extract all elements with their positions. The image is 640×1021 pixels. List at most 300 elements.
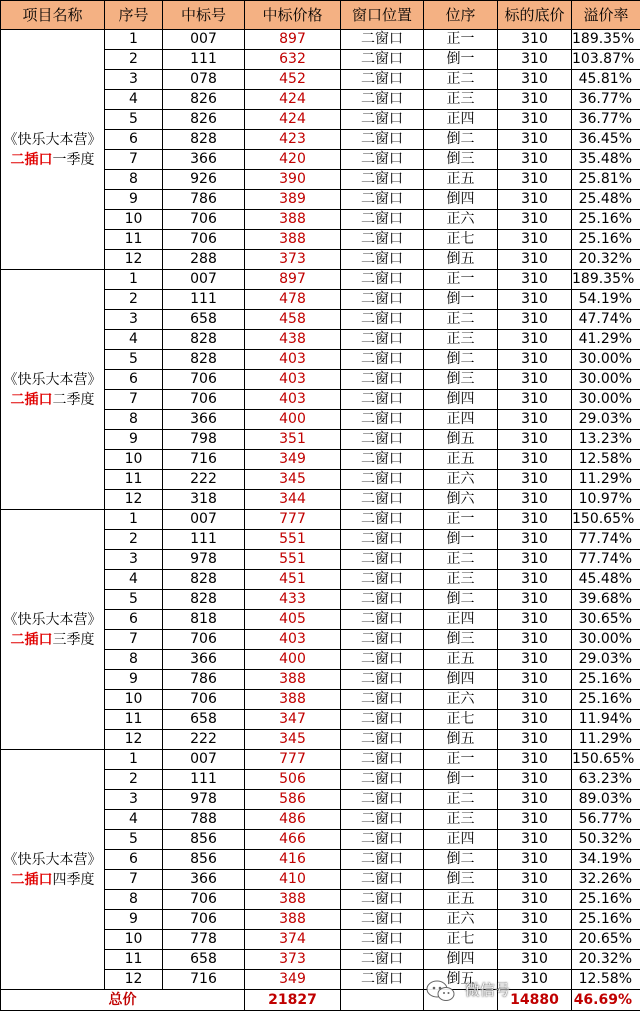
seq-cell: 4 [105, 570, 163, 590]
order-cell: 正一 [424, 510, 498, 530]
premium-rate-cell: 25.16% [572, 670, 640, 690]
window-cell: 二窗口 [341, 70, 424, 90]
bid-price-cell: 388 [245, 230, 341, 250]
seq-cell: 7 [105, 870, 163, 890]
base-price-cell: 310 [498, 450, 572, 470]
header-row [1, 1, 640, 30]
window-cell: 二窗口 [341, 910, 424, 930]
premium-rate-cell: 56.77% [572, 810, 640, 830]
base-price-cell: 310 [498, 970, 572, 990]
window-cell: 二窗口 [341, 470, 424, 490]
bid-no-cell: 078 [163, 70, 245, 90]
premium-rate-cell: 77.74% [572, 530, 640, 550]
wechat-logo-icon [426, 980, 456, 1002]
window-cell: 二窗口 [341, 390, 424, 410]
window-cell: 二窗口 [341, 270, 424, 290]
window-cell: 二窗口 [341, 490, 424, 510]
premium-rate-cell: 89.03% [572, 790, 640, 810]
bid-price-cell: 410 [245, 870, 341, 890]
order-cell: 正三 [424, 570, 498, 590]
bid-no-cell: 706 [163, 230, 245, 250]
bid-no-cell: 111 [163, 50, 245, 70]
base-price-cell: 310 [498, 430, 572, 450]
bid-price-cell: 403 [245, 630, 341, 650]
window-cell: 二窗口 [341, 930, 424, 950]
order-cell: 倒五 [424, 430, 498, 450]
order-cell: 倒五 [424, 250, 498, 270]
base-price-cell: 310 [498, 330, 572, 350]
base-price-cell: 310 [498, 170, 572, 190]
bid-price-cell: 451 [245, 570, 341, 590]
premium-rate-cell: 30.65% [572, 610, 640, 630]
window-cell: 二窗口 [341, 50, 424, 70]
bid-price-cell: 897 [245, 30, 341, 50]
order-cell: 倒三 [424, 150, 498, 170]
total-price: 21827 [245, 990, 341, 1011]
bid-no-cell: 658 [163, 710, 245, 730]
bid-no-cell: 786 [163, 190, 245, 210]
seq-cell: 12 [105, 490, 163, 510]
premium-rate-cell: 12.58% [572, 970, 640, 990]
seq-cell: 8 [105, 650, 163, 670]
base-price-cell: 310 [498, 850, 572, 870]
bid-price-cell: 478 [245, 290, 341, 310]
window-cell: 二窗口 [341, 150, 424, 170]
bid-no-cell: 111 [163, 290, 245, 310]
window-cell: 二窗口 [341, 30, 424, 50]
seq-cell: 11 [105, 950, 163, 970]
base-price-cell: 310 [498, 90, 572, 110]
order-cell: 正三 [424, 810, 498, 830]
table-row [1, 750, 640, 770]
bid-price-cell: 551 [245, 530, 341, 550]
project-title: 《快乐大本营》 [3, 851, 102, 868]
premium-rate-cell: 47.74% [572, 310, 640, 330]
order-cell: 正三 [424, 90, 498, 110]
table-row [1, 30, 640, 50]
order-cell: 正六 [424, 470, 498, 490]
base-price-cell: 310 [498, 670, 572, 690]
base-price-cell: 310 [498, 390, 572, 410]
seq-cell: 9 [105, 430, 163, 450]
bid-no-cell: 798 [163, 430, 245, 450]
order-cell: 正六 [424, 690, 498, 710]
window-cell: 二窗口 [341, 330, 424, 350]
order-cell: 正七 [424, 930, 498, 950]
seq-cell: 11 [105, 230, 163, 250]
window-cell: 二窗口 [341, 550, 424, 570]
premium-rate-cell: 10.97% [572, 490, 640, 510]
base-price-cell: 310 [498, 110, 572, 130]
window-cell: 二窗口 [341, 90, 424, 110]
base-price-cell: 310 [498, 230, 572, 250]
order-cell: 正四 [424, 610, 498, 630]
seq-cell: 1 [105, 30, 163, 50]
premium-rate-cell: 189.35% [572, 30, 640, 50]
seq-cell: 6 [105, 850, 163, 870]
order-cell: 正五 [424, 170, 498, 190]
premium-rate-cell: 103.87% [572, 50, 640, 70]
seq-cell: 2 [105, 770, 163, 790]
base-price-cell: 310 [498, 190, 572, 210]
bid-no-cell: 706 [163, 690, 245, 710]
seq-cell: 1 [105, 270, 163, 290]
base-price-cell: 310 [498, 870, 572, 890]
premium-rate-cell: 25.16% [572, 690, 640, 710]
bid-no-cell: 706 [163, 210, 245, 230]
bid-price-cell: 400 [245, 410, 341, 430]
seq-cell: 3 [105, 310, 163, 330]
bid-price-cell: 388 [245, 210, 341, 230]
seq-cell: 10 [105, 450, 163, 470]
window-cell: 二窗口 [341, 610, 424, 630]
base-price-cell: 310 [498, 610, 572, 630]
bid-price-cell: 632 [245, 50, 341, 70]
premium-rate-cell: 189.35% [572, 270, 640, 290]
seq-cell: 6 [105, 610, 163, 630]
bid-price-cell: 423 [245, 130, 341, 150]
order-cell: 正四 [424, 410, 498, 430]
bid-no-cell: 706 [163, 630, 245, 650]
total-base: 14880 [498, 990, 572, 1011]
window-cell: 二窗口 [341, 890, 424, 910]
order-cell: 倒四 [424, 390, 498, 410]
seq-cell: 4 [105, 810, 163, 830]
bid-no-cell: 111 [163, 530, 245, 550]
project-name-cell [1, 510, 105, 750]
bid-no-cell: 366 [163, 870, 245, 890]
base-price-cell: 310 [498, 950, 572, 970]
bid-no-cell: 366 [163, 650, 245, 670]
header-order: 位序 [424, 1, 498, 30]
bid-no-cell: 856 [163, 830, 245, 850]
total-empty-window [341, 990, 424, 1011]
premium-rate-cell: 25.81% [572, 170, 640, 190]
order-cell: 倒二 [424, 590, 498, 610]
bid-price-cell: 551 [245, 550, 341, 570]
order-cell: 正二 [424, 310, 498, 330]
bid-no-cell: 007 [163, 270, 245, 290]
premium-rate-cell: 11.94% [572, 710, 640, 730]
base-price-cell: 310 [498, 410, 572, 430]
order-cell: 倒四 [424, 950, 498, 970]
header-seq: 序号 [105, 1, 163, 30]
project-slot: 二插口 [10, 871, 53, 888]
bid-no-cell: 828 [163, 590, 245, 610]
seq-cell: 5 [105, 110, 163, 130]
seq-cell: 7 [105, 630, 163, 650]
order-cell: 倒六 [424, 490, 498, 510]
bid-no-cell: 926 [163, 170, 245, 190]
bid-no-cell: 366 [163, 150, 245, 170]
window-cell: 二窗口 [341, 810, 424, 830]
bid-price-cell: 458 [245, 310, 341, 330]
base-price-cell: 310 [498, 130, 572, 150]
bid-no-cell: 222 [163, 730, 245, 750]
bid-no-cell: 828 [163, 130, 245, 150]
window-cell: 二窗口 [341, 630, 424, 650]
window-cell: 二窗口 [341, 670, 424, 690]
total-rate: 46.69% [572, 990, 640, 1011]
order-cell: 正五 [424, 890, 498, 910]
bid-no-cell: 288 [163, 250, 245, 270]
bid-price-cell: 586 [245, 790, 341, 810]
window-cell: 二窗口 [341, 590, 424, 610]
seq-cell: 2 [105, 290, 163, 310]
seq-cell: 3 [105, 790, 163, 810]
project-slot: 二插口 [10, 151, 53, 168]
order-cell: 正三 [424, 330, 498, 350]
base-price-cell: 310 [498, 890, 572, 910]
seq-cell: 7 [105, 150, 163, 170]
bid-price-cell: 403 [245, 350, 341, 370]
premium-rate-cell: 39.68% [572, 590, 640, 610]
seq-cell: 4 [105, 330, 163, 350]
window-cell: 二窗口 [341, 110, 424, 130]
bid-price-cell: 351 [245, 430, 341, 450]
seq-cell: 2 [105, 530, 163, 550]
premium-rate-cell: 29.03% [572, 650, 640, 670]
base-price-cell: 310 [498, 730, 572, 750]
bid-price-cell: 388 [245, 890, 341, 910]
premium-rate-cell: 45.48% [572, 570, 640, 590]
premium-rate-cell: 36.77% [572, 90, 640, 110]
bid-price-cell: 388 [245, 910, 341, 930]
premium-rate-cell: 63.23% [572, 770, 640, 790]
premium-rate-cell: 11.29% [572, 470, 640, 490]
base-price-cell: 310 [498, 830, 572, 850]
premium-rate-cell: 12.58% [572, 450, 640, 470]
premium-rate-cell: 25.16% [572, 890, 640, 910]
seq-cell: 4 [105, 90, 163, 110]
project-title: 《快乐大本营》 [3, 611, 102, 628]
bid-no-cell: 706 [163, 910, 245, 930]
bid-no-cell: 828 [163, 330, 245, 350]
project-quarter: 一季度 [52, 151, 95, 168]
bid-no-cell: 007 [163, 750, 245, 770]
window-cell: 二窗口 [341, 350, 424, 370]
window-cell: 二窗口 [341, 710, 424, 730]
premium-rate-cell: 36.77% [572, 110, 640, 130]
base-price-cell: 310 [498, 690, 572, 710]
bid-no-cell: 716 [163, 970, 245, 990]
bid-no-cell: 716 [163, 450, 245, 470]
order-cell: 正四 [424, 110, 498, 130]
table-row [1, 510, 640, 530]
premium-rate-cell: 20.32% [572, 950, 640, 970]
window-cell: 二窗口 [341, 730, 424, 750]
bid-no-cell: 222 [163, 470, 245, 490]
order-cell: 正二 [424, 550, 498, 570]
window-cell: 二窗口 [341, 530, 424, 550]
bid-no-cell: 826 [163, 110, 245, 130]
header-base-price: 标的底价 [498, 1, 572, 30]
premium-rate-cell: 150.65% [572, 510, 640, 530]
project-name-cell [1, 750, 105, 990]
bid-price-cell: 403 [245, 390, 341, 410]
premium-rate-cell: 54.19% [572, 290, 640, 310]
bid-price-cell: 373 [245, 250, 341, 270]
bid-no-cell: 366 [163, 410, 245, 430]
window-cell: 二窗口 [341, 870, 424, 890]
window-cell: 二窗口 [341, 210, 424, 230]
premium-rate-cell: 34.19% [572, 850, 640, 870]
bid-price-cell: 424 [245, 90, 341, 110]
base-price-cell: 310 [498, 310, 572, 330]
total-label: 总价 [1, 990, 245, 1011]
base-price-cell: 310 [498, 590, 572, 610]
bid-price-cell: 506 [245, 770, 341, 790]
seq-cell: 6 [105, 370, 163, 390]
premium-rate-cell: 29.03% [572, 410, 640, 430]
seq-cell: 10 [105, 930, 163, 950]
bid-no-cell: 786 [163, 670, 245, 690]
order-cell: 倒一 [424, 290, 498, 310]
bid-price-cell: 345 [245, 730, 341, 750]
bid-price-cell: 403 [245, 370, 341, 390]
order-cell: 正六 [424, 910, 498, 930]
order-cell: 倒一 [424, 770, 498, 790]
bid-price-cell: 347 [245, 710, 341, 730]
order-cell: 倒四 [424, 670, 498, 690]
base-price-cell: 310 [498, 370, 572, 390]
bid-price-cell: 438 [245, 330, 341, 350]
bid-price-cell: 424 [245, 110, 341, 130]
seq-cell: 5 [105, 830, 163, 850]
seq-cell: 1 [105, 510, 163, 530]
base-price-cell: 310 [498, 50, 572, 70]
bid-price-cell: 390 [245, 170, 341, 190]
project-quarter: 四季度 [52, 871, 95, 888]
window-cell: 二窗口 [341, 650, 424, 670]
premium-rate-cell: 11.29% [572, 730, 640, 750]
premium-rate-cell: 30.00% [572, 390, 640, 410]
window-cell: 二窗口 [341, 310, 424, 330]
window-cell: 二窗口 [341, 130, 424, 150]
base-price-cell: 310 [498, 350, 572, 370]
bid-price-cell: 897 [245, 270, 341, 290]
header-window-position: 窗口位置 [341, 1, 424, 30]
seq-cell: 12 [105, 970, 163, 990]
base-price-cell: 310 [498, 550, 572, 570]
premium-rate-cell: 32.26% [572, 870, 640, 890]
bid-price-cell: 373 [245, 950, 341, 970]
bid-no-cell: 007 [163, 30, 245, 50]
bid-no-cell: 778 [163, 930, 245, 950]
base-price-cell: 310 [498, 470, 572, 490]
premium-rate-cell: 45.81% [572, 70, 640, 90]
base-price-cell: 310 [498, 30, 572, 50]
bid-price-cell: 416 [245, 850, 341, 870]
seq-cell: 2 [105, 50, 163, 70]
seq-cell: 9 [105, 670, 163, 690]
window-cell: 二窗口 [341, 450, 424, 470]
premium-rate-cell: 30.00% [572, 370, 640, 390]
base-price-cell: 310 [498, 810, 572, 830]
seq-cell: 5 [105, 590, 163, 610]
order-cell: 倒五 [424, 970, 498, 990]
order-cell: 倒一 [424, 530, 498, 550]
seq-cell: 9 [105, 190, 163, 210]
window-cell: 二窗口 [341, 770, 424, 790]
window-cell: 二窗口 [341, 570, 424, 590]
bid-no-cell: 658 [163, 950, 245, 970]
premium-rate-cell: 50.32% [572, 830, 640, 850]
seq-cell: 8 [105, 410, 163, 430]
base-price-cell: 310 [498, 770, 572, 790]
base-price-cell: 310 [498, 290, 572, 310]
bid-no-cell: 706 [163, 370, 245, 390]
table-body [1, 30, 640, 990]
seq-cell: 5 [105, 350, 163, 370]
base-price-cell: 310 [498, 790, 572, 810]
project-quarter: 二季度 [52, 391, 95, 408]
window-cell: 二窗口 [341, 850, 424, 870]
order-cell: 倒二 [424, 850, 498, 870]
order-cell: 正二 [424, 790, 498, 810]
base-price-cell: 310 [498, 910, 572, 930]
project-quarter: 三季度 [52, 631, 95, 648]
base-price-cell: 310 [498, 650, 572, 670]
order-cell: 倒三 [424, 630, 498, 650]
bid-no-cell: 856 [163, 850, 245, 870]
project-name-cell [1, 270, 105, 510]
table-row [1, 270, 640, 290]
premium-rate-cell: 25.16% [572, 910, 640, 930]
window-cell: 二窗口 [341, 430, 424, 450]
project-slot: 二插口 [10, 631, 53, 648]
seq-cell: 11 [105, 710, 163, 730]
wechat-watermark [426, 975, 638, 1005]
window-cell: 二窗口 [341, 250, 424, 270]
bid-no-cell: 318 [163, 490, 245, 510]
base-price-cell: 310 [498, 490, 572, 510]
seq-cell: 3 [105, 70, 163, 90]
window-cell: 二窗口 [341, 950, 424, 970]
bid-no-cell: 828 [163, 350, 245, 370]
order-cell: 倒四 [424, 190, 498, 210]
bid-price-cell: 777 [245, 510, 341, 530]
window-cell: 二窗口 [341, 690, 424, 710]
base-price-cell: 310 [498, 750, 572, 770]
base-price-cell: 310 [498, 530, 572, 550]
project-name-cell [1, 30, 105, 270]
base-price-cell: 310 [498, 930, 572, 950]
bid-price-cell: 388 [245, 670, 341, 690]
order-cell: 倒五 [424, 730, 498, 750]
premium-rate-cell: 25.16% [572, 230, 640, 250]
base-price-cell: 310 [498, 70, 572, 90]
seq-cell: 12 [105, 250, 163, 270]
order-cell: 倒二 [424, 130, 498, 150]
seq-cell: 1 [105, 750, 163, 770]
seq-cell: 10 [105, 690, 163, 710]
seq-cell: 8 [105, 890, 163, 910]
premium-rate-cell: 150.65% [572, 750, 640, 770]
bid-no-cell: 788 [163, 810, 245, 830]
base-price-cell: 310 [498, 570, 572, 590]
base-price-cell: 310 [498, 210, 572, 230]
bid-price-cell: 400 [245, 650, 341, 670]
header-bid-no: 中标号 [163, 1, 245, 30]
bid-price-cell: 466 [245, 830, 341, 850]
bid-no-cell: 818 [163, 610, 245, 630]
watermark-text: 微信号 [464, 981, 510, 999]
premium-rate-cell: 30.00% [572, 350, 640, 370]
bid-price-cell: 349 [245, 970, 341, 990]
premium-rate-cell: 77.74% [572, 550, 640, 570]
window-cell: 二窗口 [341, 190, 424, 210]
